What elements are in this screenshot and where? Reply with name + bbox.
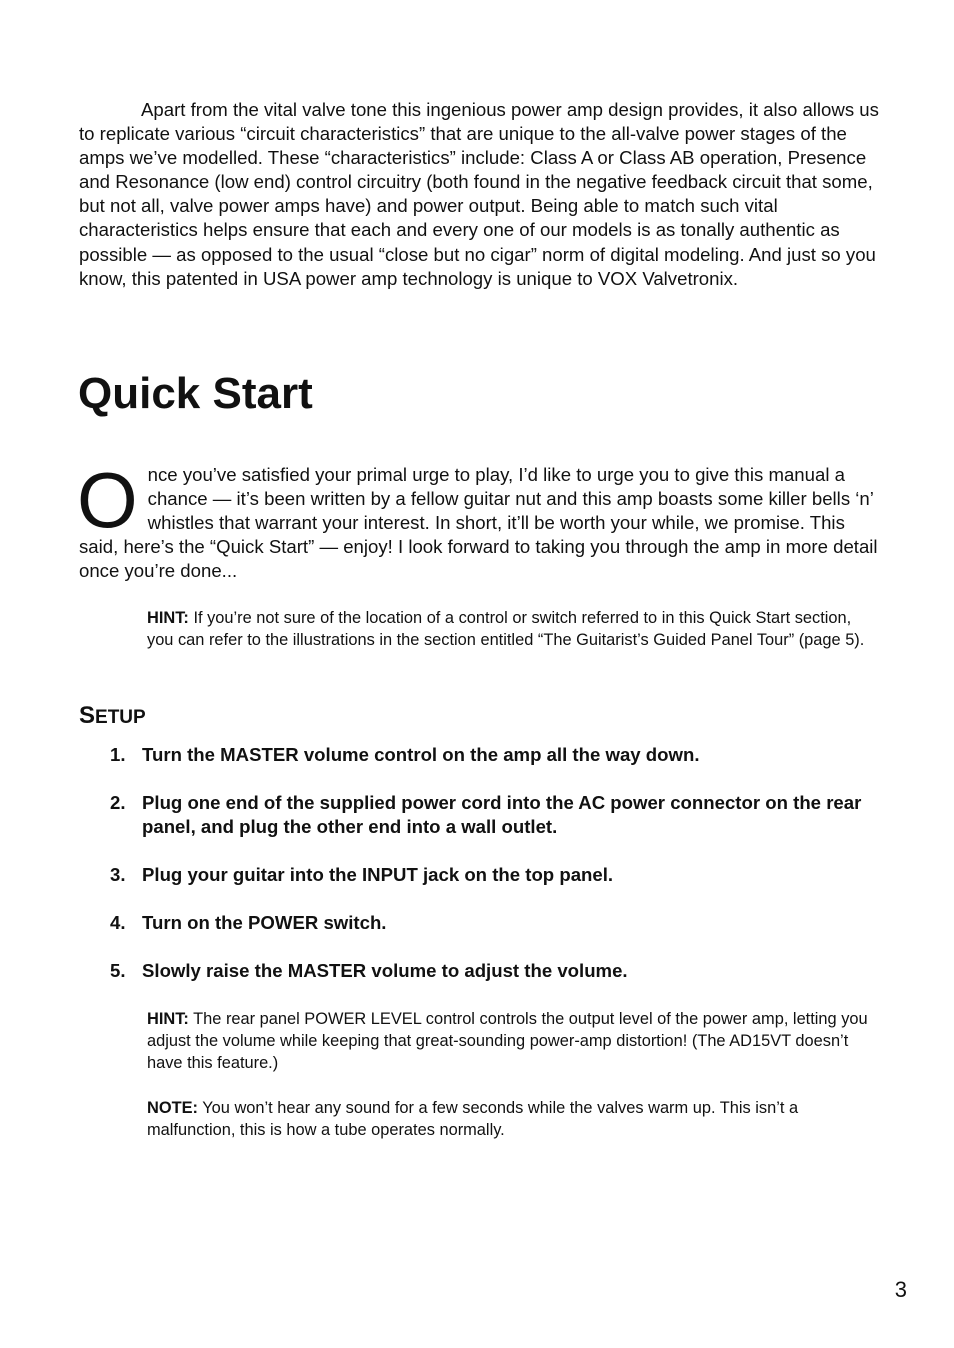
- step-number: 5.: [110, 960, 126, 982]
- step-number: 4.: [110, 912, 126, 934]
- step-text: Plug your guitar into the INPUT jack on the top panel.: [142, 864, 614, 886]
- step-text: Turn on the POWER switch.: [142, 912, 387, 934]
- step-number: 1.: [110, 744, 126, 765]
- hint-label: HINT:: [147, 609, 189, 627]
- step-text: Slowly raise the MASTER volume to adjust the volume.: [142, 960, 628, 982]
- lead-text: nce you’ve satisfied your primal urge to play, I’d like to urge you to give this manual a chance — it’s been written by a fellow guitar nut and this amp boasts some killer bells ‘n’ whistles that warrant your interest. In short, it’ll be worth your while, we promise. This said, here’s the “Quick Start” — enjoy! I look forward to taking you through the amp in more detail once you’re done...: [79, 464, 878, 582]
- note-text: You won’t hear any sound for a few seconds while the valves warm up. This isn’t a malfunction, this is how a tube operates normally.: [147, 1099, 799, 1139]
- setup-step: [110, 863, 870, 887]
- setup-step: [110, 911, 870, 935]
- step-number: 3.: [110, 864, 126, 886]
- quick-start-hint: [147, 607, 882, 651]
- step-number: 2.: [110, 792, 126, 814]
- setup-hint: [147, 1008, 882, 1074]
- setup-step: [110, 743, 870, 767]
- setup-heading: [79, 700, 146, 734]
- hint-text: The rear panel POWER LEVEL control controls the output level of the power amp, letting you adjust the volume while keeping that great-sounding power-amp distortion! (The AD15VT doesn’t have this feature.): [147, 1010, 868, 1072]
- hint-label: HINT:: [147, 1010, 189, 1028]
- setup-note: [147, 1097, 882, 1141]
- note-label: NOTE:: [147, 1099, 198, 1117]
- page-number: 3: [894, 1277, 907, 1302]
- step-text: Turn the MASTER volume control on the amp all the way down.: [142, 744, 700, 765]
- hint-text: If you’re not sure of the location of a control or switch referred to in this Quick Start section, you can refer to the illustrations in the section entitled “The Guitarist’s Guided Panel Tour” (page 5).: [147, 609, 865, 649]
- section-title: Quick Start: [78, 369, 313, 418]
- step-text: Plug one end of the supplied power cord into the AC power connector on the rear panel, and plug the other end into a wall outlet.: [142, 792, 862, 838]
- setup-step: [110, 791, 870, 839]
- setup-steps-list: [110, 743, 870, 1008]
- quick-start-lead-paragraph: [77, 456, 879, 583]
- drop-cap: O: [77, 456, 138, 544]
- intro-paragraph: Apart from the vital valve tone this ingenious power amp design provides, it also allows us to replicate various “circuit characteristics” that are unique to the all-valve power stages of the amps we’ve modelled. These “characteristics” include: Class A or Class AB operation, Presence and Resonance (low end) control circuitry (both found in the negative feedback circuit that some, but not all, valve power amps have) and power output. Being able to match such vital characteristics helps ensure that each and every one of our models is as tonally authentic as possible — as opposed to the usual “close but no cigar” norm of digital modeling. And just so you know, this patented in USA power amp technology is unique to VOX Valvetronix.: [79, 99, 879, 289]
- setup-heading-initial: S: [79, 702, 96, 729]
- setup-step: [110, 959, 870, 983]
- setup-heading-rest: ETUP: [95, 707, 146, 728]
